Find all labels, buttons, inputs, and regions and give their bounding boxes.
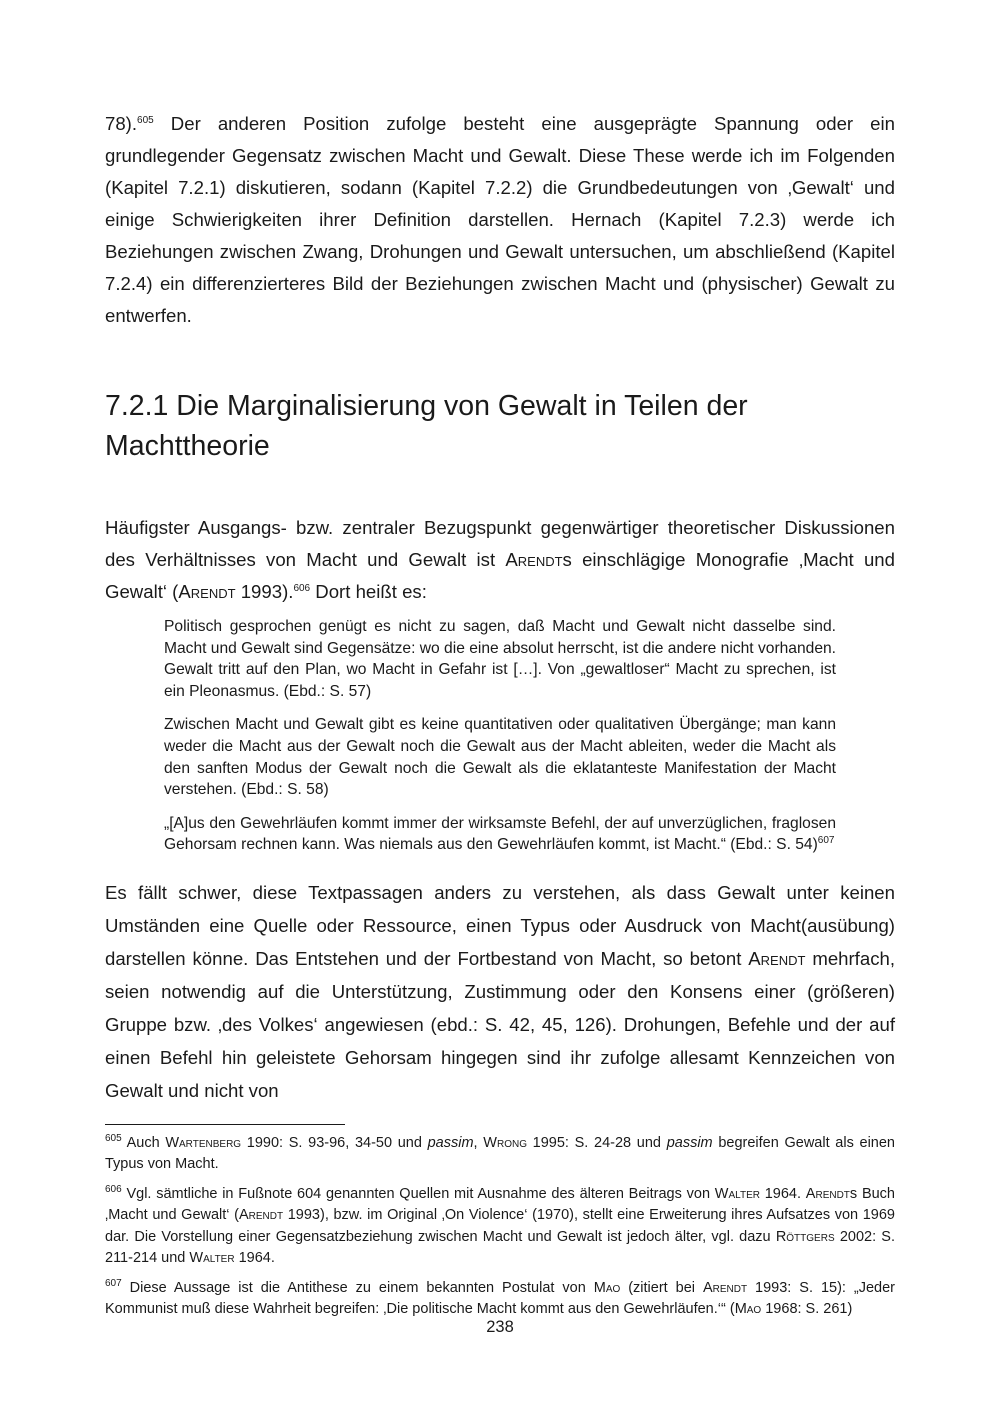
footnotes	[105, 1133, 895, 1321]
text-span: 2002: S. 211-214 und	[105, 1228, 895, 1267]
text-span: Diese Aussage ist die Antithese zu einem bekannten Postulat von	[121, 1279, 594, 1296]
page-body	[105, 108, 895, 1329]
block-quote-3	[164, 813, 836, 856]
text-span: „[A]us den Gewehrläufen kommt immer der wirksamste Befehl, der auf unverzüglichen, fraglosen Gehorsam rechnen kann. Was niemals aus den Gewehrläufen kommt, ist Macht.“ (Ebd.: S. 54)	[164, 814, 836, 854]
text-span: 1968: S. 261)	[761, 1301, 853, 1318]
text-span: Auch	[121, 1134, 166, 1151]
text-span: 78).	[105, 113, 138, 134]
page-number: 238	[486, 1318, 514, 1336]
analysis-paragraph	[105, 876, 895, 1107]
text-span: s Buch ‚Macht und Gewalt‘ (	[105, 1185, 895, 1224]
footnote-605	[105, 1133, 895, 1176]
footnote-606	[105, 1184, 895, 1270]
text-span: s einschlägige Monografie ‚Macht und Gewalt‘ (	[105, 549, 895, 602]
author-name: Walter	[189, 1250, 235, 1267]
text-span: (zitiert bei	[620, 1279, 703, 1296]
text-span: 1995: S. 24-28 und	[526, 1134, 667, 1151]
block-quote-2: Zwischen Macht und Gewalt gibt es keine quantitativen oder qualitativen Übergänge; man kann weder die Macht aus der Gewalt noch die Gewalt aus der Macht ableiten, weder die Macht als den sanften Modus der Gewalt noch die Gewalt als die eklatanteste Manifestation der Macht verstehen. (Ebd.: S. 58)	[164, 716, 836, 799]
text-span: 1993: S. 15): „Jeder Kommunist muß diese Wahrheit begreifen: ‚Die politische Macht kommt aus den Gewehrläufen.‘“ (	[105, 1279, 895, 1318]
author-name: Mao	[734, 1301, 762, 1318]
footnote-number: 606	[105, 1184, 122, 1196]
block-quotes	[164, 616, 836, 856]
opening-paragraph	[105, 108, 895, 332]
footnote-ref-605[interactable]: 605	[137, 114, 154, 126]
author-name: Arendt	[505, 549, 563, 570]
footnote-number: 605	[105, 1133, 122, 1145]
section-heading: 7.2.1 Die Marginalisierung von Gewalt in Teilen der Machttheorie	[105, 390, 748, 462]
text-span: mehrfach, seien notwendig auf die Unterstützung, Zustimmung oder den Konsens einer (größeren) Gruppe bzw. ‚des Volkes‘ angewiesen (ebd.: S. 42, 45, 126). Drohungen, Befehle und der auf einen Befehl hin geleistete Gehorsam hingegen sind ihr zufolge allesamt Kennzeichen von Gewalt und nicht von	[105, 947, 895, 1101]
text-span: ,	[473, 1134, 484, 1151]
author-name: Arendt	[805, 1185, 850, 1202]
text-span: 1964.	[759, 1185, 806, 1202]
text-span: Es fällt schwer, diese Textpassagen anders zu verstehen, als dass Gewalt unter keinen Umständen eine Quelle oder Ressource, einen Typus oder Ausdruck von Macht(ausübung) darstellen könne. Das Entstehen und der Fortbestand von Macht, so betont	[105, 881, 895, 969]
footnote-ref-607[interactable]: 607	[817, 835, 835, 847]
author-name: Wrong	[483, 1134, 527, 1151]
author-name: Walter	[714, 1185, 760, 1202]
author-name: Röttgers	[775, 1228, 835, 1245]
text-span: 1964.	[234, 1250, 275, 1267]
italic-term: passim	[427, 1134, 474, 1151]
text-span: 1990: S. 93-96, 34-50 und	[241, 1134, 428, 1151]
footnote-607	[105, 1278, 895, 1321]
footnote-separator	[105, 1124, 345, 1125]
text-span: Häufigster Ausgangs- bzw. zentraler Bezugspunkt gegenwärtiger theoretischer Diskussionen des Verhältnisses von Macht und Gewalt ist	[105, 517, 895, 570]
text-span: Dort heißt es:	[310, 581, 427, 602]
text-span: 1993), bzw. im Original ‚On Violence‘ (1970), stellt eine Erweiterung ihres Aufsatzes von 1969 dar. Die Vorstellung einer Gegensatzbeziehung zwischen Macht und Gewalt ist jedoch älter, vgl. dazu	[105, 1207, 895, 1245]
text-span: Vgl. sämtliche in Fußnote 604 genannten Quellen mit Ausnahme des älteren Beitrags von	[121, 1185, 715, 1202]
author-name: Arendt	[702, 1279, 748, 1296]
text-span: begreifen Gewalt als einen Typus von Macht.	[105, 1134, 895, 1173]
footnote-ref-606[interactable]: 606	[293, 582, 311, 594]
author-name: Mao	[593, 1279, 621, 1296]
text-span: 1993).	[235, 581, 294, 602]
intro-paragraph	[105, 512, 895, 608]
author-name: Wartenberg	[165, 1134, 242, 1151]
footnote-number: 607	[105, 1278, 122, 1290]
author-name: Arendt	[238, 1207, 284, 1224]
author-name: Arendt	[748, 947, 806, 969]
block-quote-1: Politisch gesprochen genügt es nicht zu sagen, daß Macht und Gewalt nicht dasselbe sind. Macht und Gewalt sind Gegensätze: wo die eine absolut herrscht, ist die andere nicht vorhanden. Gewalt tritt auf den Plan, wo Macht in Gefahr ist […]. Von „gewaltloser“ Macht zu sprechen, ist ein Pleonasmus. (Ebd.: S. 57)	[164, 618, 836, 700]
text-span: Der anderen Position zufolge besteht eine ausgeprägte Spannung oder ein grundlegender Gegensatz zwischen Macht und Gewalt. Diese These werde ich im Folgenden (Kapitel 7.2.1) diskutieren, sodann (Kapitel 7.2.2) die Grundbedeutungen von ‚Gewalt‘ und einige Schwierigkeiten ihrer Definition darstellen. Hernach (Kapitel 7.2.3) werde ich Beziehungen zwischen Zwang, Drohungen und Gewalt untersuchen, um abschließend (Kapitel 7.2.4) ein differenzierteres Bild der Beziehungen zwischen Macht und (physischer) Gewalt zu entwerfen.	[105, 113, 895, 326]
author-name: Arendt	[178, 581, 236, 602]
italic-term: passim	[666, 1134, 713, 1151]
